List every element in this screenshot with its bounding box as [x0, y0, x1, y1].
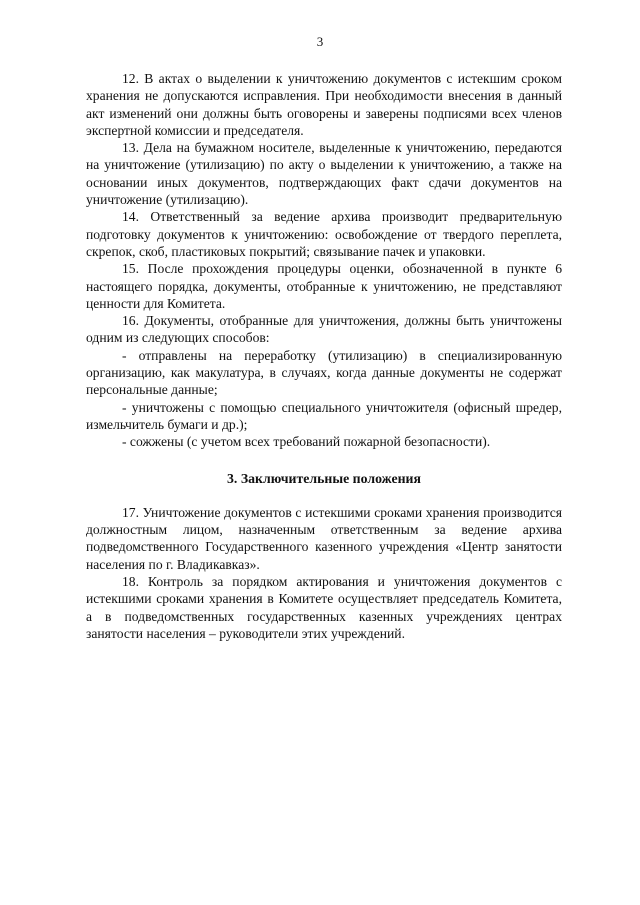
paragraph-14: 14. Ответственный за ведение архива производит предварительную подготовку документов к уничтожению: освобождение от твердого переплета, скрепок, скоб, пластиковых покрытий; связывание пачек и упаковки.	[86, 209, 562, 259]
paragraph-17: 17. Уничтожение документов с истекшими сроками хранения производится должностным лицом, назначенным ответственным за ведение архива подведомственного Государственного казенного учреждения «Центр занятости населения по г. Владикавказ».	[86, 504, 562, 572]
list-item-shredder: - уничтожены с помощью специального уничтожителя (офисный шредер, измельчитель бумаги и др.);	[86, 399, 562, 432]
list-item-burning: - сожжены (с учетом всех требований пожарной безопасности).	[122, 434, 491, 450]
document-body	[86, 70, 562, 642]
paragraph-18: 18. Контроль за порядком актирования и уничтожения документов с истекшими сроками хранения в Комитете осуществляет председатель Комитета, а в подведомственных государственных казенных учреждениях центрах занятости населения – руководители этих учреждений.	[86, 574, 562, 641]
page-number: 3	[316, 34, 324, 49]
list-item-recycling: - отправлены на переработку (утилизацию) в специализированную организацию, как макулатура, в случаях, когда данные документы не содержат персональные данные;	[86, 347, 562, 398]
paragraph-12: 12. В актах о выделении к уничтожению документов с истекшим сроком хранения не допускаются исправления. При необходимости внесения в данный акт изменений они должны быть оговорены и заверены подписями всех членов экспертной комиссии и председателя.	[86, 71, 562, 138]
section-heading: 3. Заключительные положения	[227, 470, 421, 486]
paragraph-16: 16. Документы, отобранные для уничтожения, должны быть уничтожены одним из следующих способов:	[86, 313, 562, 346]
paragraph-15: 15. После прохождения процедуры оценки, обозначенной в пункте 6 настоящего порядка, документы, отобранные к уничтожению, не представляют ценности для Комитета.	[86, 261, 562, 311]
paragraph-13: 13. Дела на бумажном носителе, выделенные к уничтожению, передаются на уничтожение (утилизацию) по акту о выделении к уничтожению, а также на основании иных документов, подтверждающих факт сдачи документов на уничтожение (утилизацию).	[86, 140, 562, 208]
